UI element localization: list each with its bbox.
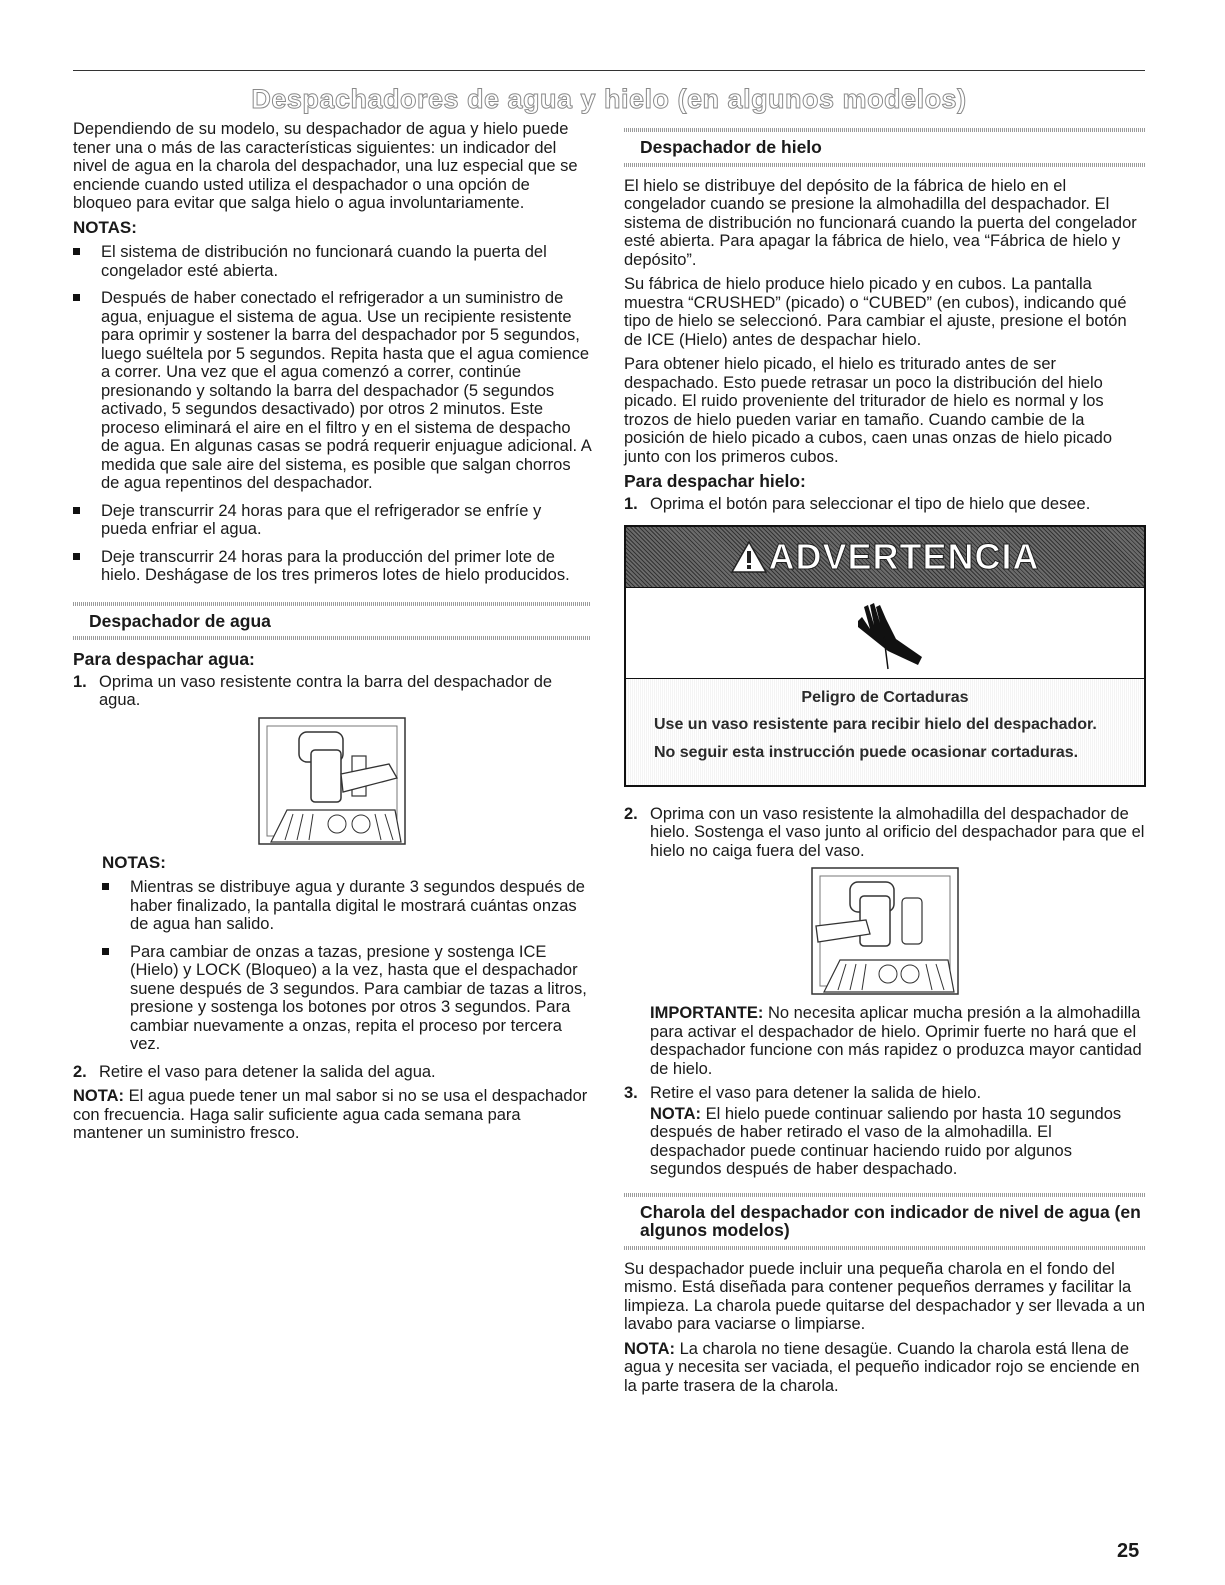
list-item: Para cambiar de onzas a tazas, presione y sostenga ICE (Hielo) y LOCK (Bloqueo) a la vez, hasta que el despachador suene después de 3 segundos. Para cambiar de tazas a litros, presione y sostenga los botones por otros 3 segundos. Para cambiar nuevamente a onzas, repita el proceso por tercera vez. bbox=[102, 943, 591, 1054]
tray-heading: Charola del despachador con indicador de nivel de agua (en algunos modelos) bbox=[640, 1201, 1141, 1240]
dispense-ice-heading: Para despachar hielo: bbox=[624, 471, 806, 491]
water-steps bbox=[73, 673, 591, 710]
list-item: 1. Oprima un vaso resistente contra la barra del despachador de agua. bbox=[73, 672, 553, 709]
list-item: 3. Retire el vaso para detener la salida de hielo. NOTA: El hielo puede continuar saliendo por hasta 10 segundos después de haber retirado el vaso de la almohadilla. El despachador puede continuar haciendo ruido por algunos segundos después de haber despachado. bbox=[624, 1084, 1146, 1179]
warning-pictogram bbox=[626, 588, 1144, 679]
water-dispenser-icon bbox=[257, 716, 407, 846]
ice-paragraph-3: Para obtener hielo picado, el hielo es triturado antes de ser despachado. Esto puede retrasar un poco la distribución del hielo picado. El ruido proveniente del triturador de hielo es normal y los trozos de hielo pueden variar en tamaño. Cuando cambie de la posición de hielo picado a cubos, caen unas onzas de hielo picado junto con los primeros cubos. bbox=[624, 355, 1113, 466]
ice-dispenser-illustration bbox=[624, 866, 1146, 996]
ice-important-note: IMPORTANTE: No necesita aplicar mucha presión a la almohadilla para activar el despachador de hielo. Oprimir fuerte no hará que el despachador funcione con más rapidez o produzca mayor cantidad de hielo. bbox=[650, 1004, 1142, 1078]
warning-triangle-icon bbox=[730, 540, 768, 574]
ice-note: NOTA: El hielo puede continuar saliendo por hasta 10 segundos después de haber retirado el vaso de la almohadilla. El despachador puede continuar haciendo ruido por algunos segundos después de haber despachado. bbox=[650, 1104, 1122, 1178]
hand-cut-hazard-icon bbox=[840, 593, 930, 673]
warning-line-1: Use un vaso resistente para recibir hielo del despachador. bbox=[654, 715, 1097, 733]
water-steps-continued bbox=[73, 1063, 591, 1082]
tray-note: NOTA: La charola no tiene desagüe. Cuando la charola está llena de agua y necesita ser vaciada, el pequeño indicador rojo se enciende en la parte trasera de la charola. bbox=[624, 1339, 1140, 1395]
ice-dispenser-heading: Despachador de hielo bbox=[640, 137, 822, 157]
warning-text bbox=[626, 679, 1144, 785]
water-dispenser-heading: Despachador de agua bbox=[89, 610, 271, 631]
intro-paragraph: Dependiendo de su modelo, su despachador de agua y hielo puede tener una o más de las características siguientes: un indicador del nivel de agua en la charola del despachador, una luz especial que se enciende cuando usted utiliza el despachador o una opción de bloqueo para evitar que salga hielo o agua involuntariamente. bbox=[73, 120, 578, 212]
water-notes bbox=[73, 854, 591, 1054]
water-dispenser-illustration bbox=[73, 716, 591, 846]
bullet-icon bbox=[102, 883, 109, 890]
page-number: 25 bbox=[1117, 1540, 1140, 1562]
water-note: NOTA: El agua puede tener un mal sabor si no se usa el despachador con frecuencia. Haga salir suficiente agua cada semana para mantener un suministro fresco. bbox=[73, 1087, 588, 1142]
list-item: 2. Retire el vaso para detener la salida del agua. bbox=[73, 1062, 436, 1081]
notes-heading: NOTAS: bbox=[73, 217, 137, 237]
list-item: Mientras se distribuye agua y durante 3 segundos después de haber finalizado, la pantalla digital le mostrará cuántas onzas de agua han salido. bbox=[102, 878, 591, 934]
notes-heading: NOTAS: bbox=[102, 852, 166, 872]
bullet-icon bbox=[73, 507, 80, 514]
warning-title: ADVERTENCIA bbox=[768, 535, 1040, 577]
ice-steps bbox=[624, 495, 1146, 514]
warning-box bbox=[624, 525, 1146, 787]
list-item: Deje transcurrir 24 horas para que el refrigerador se enfríe y pueda enfriar el agua. bbox=[73, 502, 591, 539]
warning-body bbox=[626, 587, 1144, 785]
top-rule bbox=[73, 70, 1145, 71]
left-column bbox=[73, 120, 591, 1149]
list-item: El sistema de distribución no funcionará cuando la puerta del congelador esté abierta. bbox=[73, 243, 591, 280]
right-column bbox=[624, 120, 1146, 1401]
list-item: Deje transcurrir 24 horas para la producción del primer lote de hielo. Deshágase de los tres primeros lotes de hielo producidos. bbox=[73, 548, 591, 585]
bullet-icon bbox=[73, 294, 80, 301]
section-divider bbox=[73, 636, 591, 640]
ice-steps-continued bbox=[624, 805, 1146, 861]
ice-steps-final bbox=[624, 1084, 1146, 1179]
ice-dispenser-icon bbox=[810, 866, 960, 996]
list-item: 2. Oprima con un vaso resistente la almohadilla del despachador de hielo. Sostenga el vaso junto al orificio del despachador para que el hielo no caiga fuera del vaso. bbox=[624, 804, 1145, 860]
bullet-icon bbox=[102, 948, 109, 955]
water-notes-list bbox=[102, 878, 591, 1054]
notes-list bbox=[73, 243, 591, 585]
bullet-icon bbox=[73, 553, 80, 560]
ice-paragraph-1: El hielo se distribuye del depósito de la fábrica de hielo en el congelador cuando se presione la almohadilla del despachador. El sistema de distribución no funcionará cuando la puerta del congelador esté abierta. Para apagar la fábrica de hielo, vea “Fábrica de hielo y depósito”. bbox=[624, 176, 1137, 269]
warning-header bbox=[626, 527, 1144, 587]
tray-paragraph: Su despachador puede incluir una pequeña charola en el fondo del mismo. Está diseñada para contener pequeños derrames y facilitar la limpieza. La charola puede quitarse del despachador y ser llevada a un lavabo para vaciarse o limpiarse. bbox=[624, 1259, 1145, 1333]
list-item: 1. Oprima el botón para seleccionar el tipo de hielo que desee. bbox=[624, 494, 1091, 513]
bullet-icon bbox=[73, 248, 80, 255]
warning-subtitle: Peligro de Cortaduras bbox=[801, 689, 969, 706]
dispense-water-heading: Para despachar agua: bbox=[73, 649, 255, 669]
list-item: Después de haber conectado el refrigerador a un suministro de agua, enjuague el sistema de agua. Use un recipiente resistente para oprimir y sostener la barra del despachador por 5 segundos, luego suéltela por 5 segundos. Repita hasta que el agua comience a correr. Una vez que el agua comenzó a correr, continúe presionando y soltando la barra del despachador (5 segundos activado, 5 segundos desactivado) por otros 2 minutos. Este proceso eliminará el aire en el filtro y en el sistema de despacho de agua. En algunas casas se podrá requerir enjuague adicional. A medida que sale aire del sistema, es posible que salgan chorros de agua repentinos del despachador. bbox=[73, 289, 591, 493]
page-title: Despachadores de agua y hielo (en algunos modelos) bbox=[251, 84, 967, 114]
warning-line-2: No seguir esta instrucción puede ocasionar cortaduras. bbox=[654, 744, 1079, 761]
ice-paragraph-2: Su fábrica de hielo produce hielo picado y en cubos. La pantalla muestra “CRUSHED” (picado) o “CUBED” (en cubos), indicando qué tipo de hielo se seleccionó. Para cambiar el ajuste, presione el botón de ICE (Hielo) antes de despachar hielo. bbox=[624, 275, 1127, 349]
